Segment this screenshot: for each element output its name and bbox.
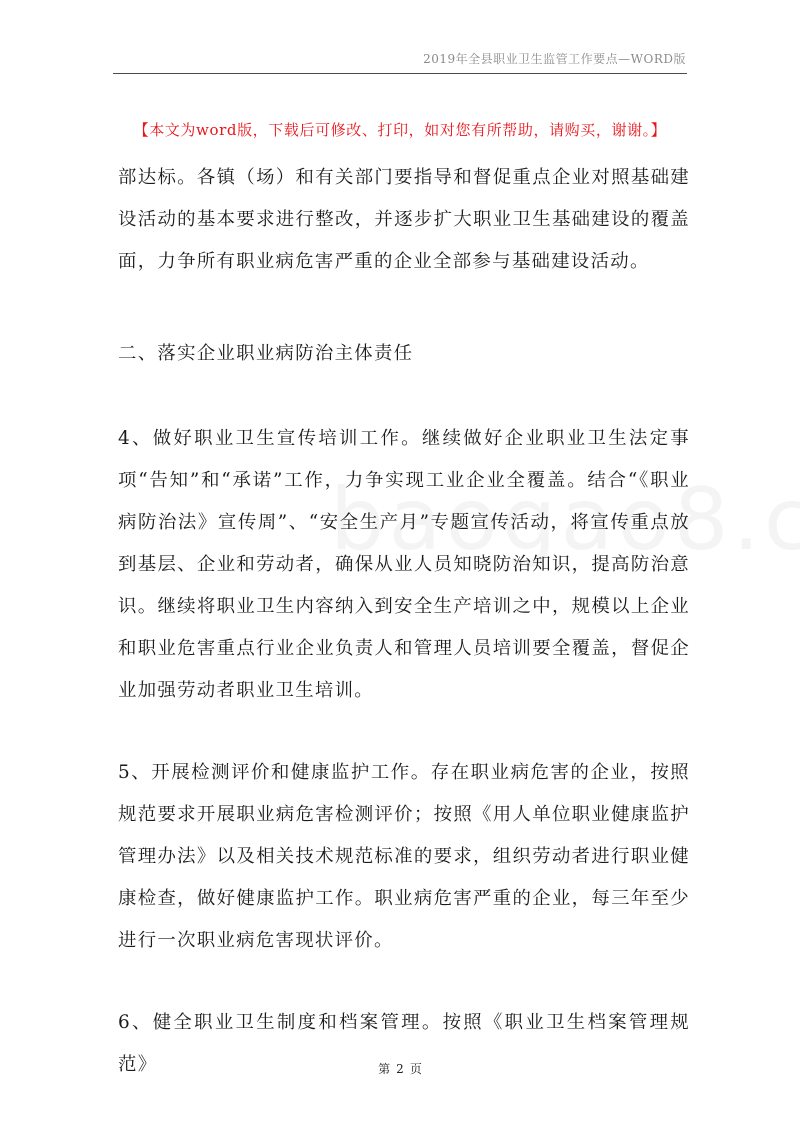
download-notice: 【本文为word版，下载后可修改、打印，如对您有所帮助，请购买，谢谢。】 [133, 121, 667, 139]
section-heading: 二、落实企业职业病防治主体责任 [118, 343, 414, 364]
header-divider [113, 73, 687, 74]
footer-suffix: 页 [409, 1062, 422, 1076]
page-number: 2 [396, 1062, 404, 1076]
paragraph-item-6: 6、健全职业卫生制度和档案管理。按照《职业卫生档案管理规范》 [118, 1012, 690, 1075]
page-footer [0, 1060, 800, 1077]
document-header-title: 2019年全县职业卫生监管工作要点—WORD版 [423, 52, 686, 66]
footer-prefix: 第 [378, 1062, 391, 1076]
paragraph-continued: 部达标。各镇（场）和有关部门要指导和督促重点企业对照基础建设活动的基本要求进行整改，并逐步扩大职业卫生基础建设的覆盖面，力争所有职业病危害严重的企业全部参与基础建设活动。 [118, 167, 690, 272]
paragraph-item-5: 5、开展检测评价和健康监护工作。存在职业病危害的企业，按照规范要求开展职业病危害检测评价；按照《用人单位职业健康监护管理办法》以及相关技术规范标准的要求，组织劳动者进行职业健康检查，做好健康监护工作。职业病危害严重的企业，每三年至少进行一次职业病危害现状评价。 [118, 762, 690, 951]
paragraph-item-4: 4、做好职业卫生宣传培训工作。继续做好企业职业卫生法定事项“告知”和“承诺”工作，力争实现工业企业全覆盖。结合“《职业病防治法》宣传周”、“安全生产月”专题宣传活动，将宣传重点放到基层、企业和劳动者，确保从业人员知晓防治知识，提高防治意识。继续将职业卫生内容纳入到安全生产培训之中，规模以上企业和职业危害重点行业企业负责人和管理人员培训要全覆盖，督促企业加强劳动者职业卫生培训。 [118, 428, 690, 701]
